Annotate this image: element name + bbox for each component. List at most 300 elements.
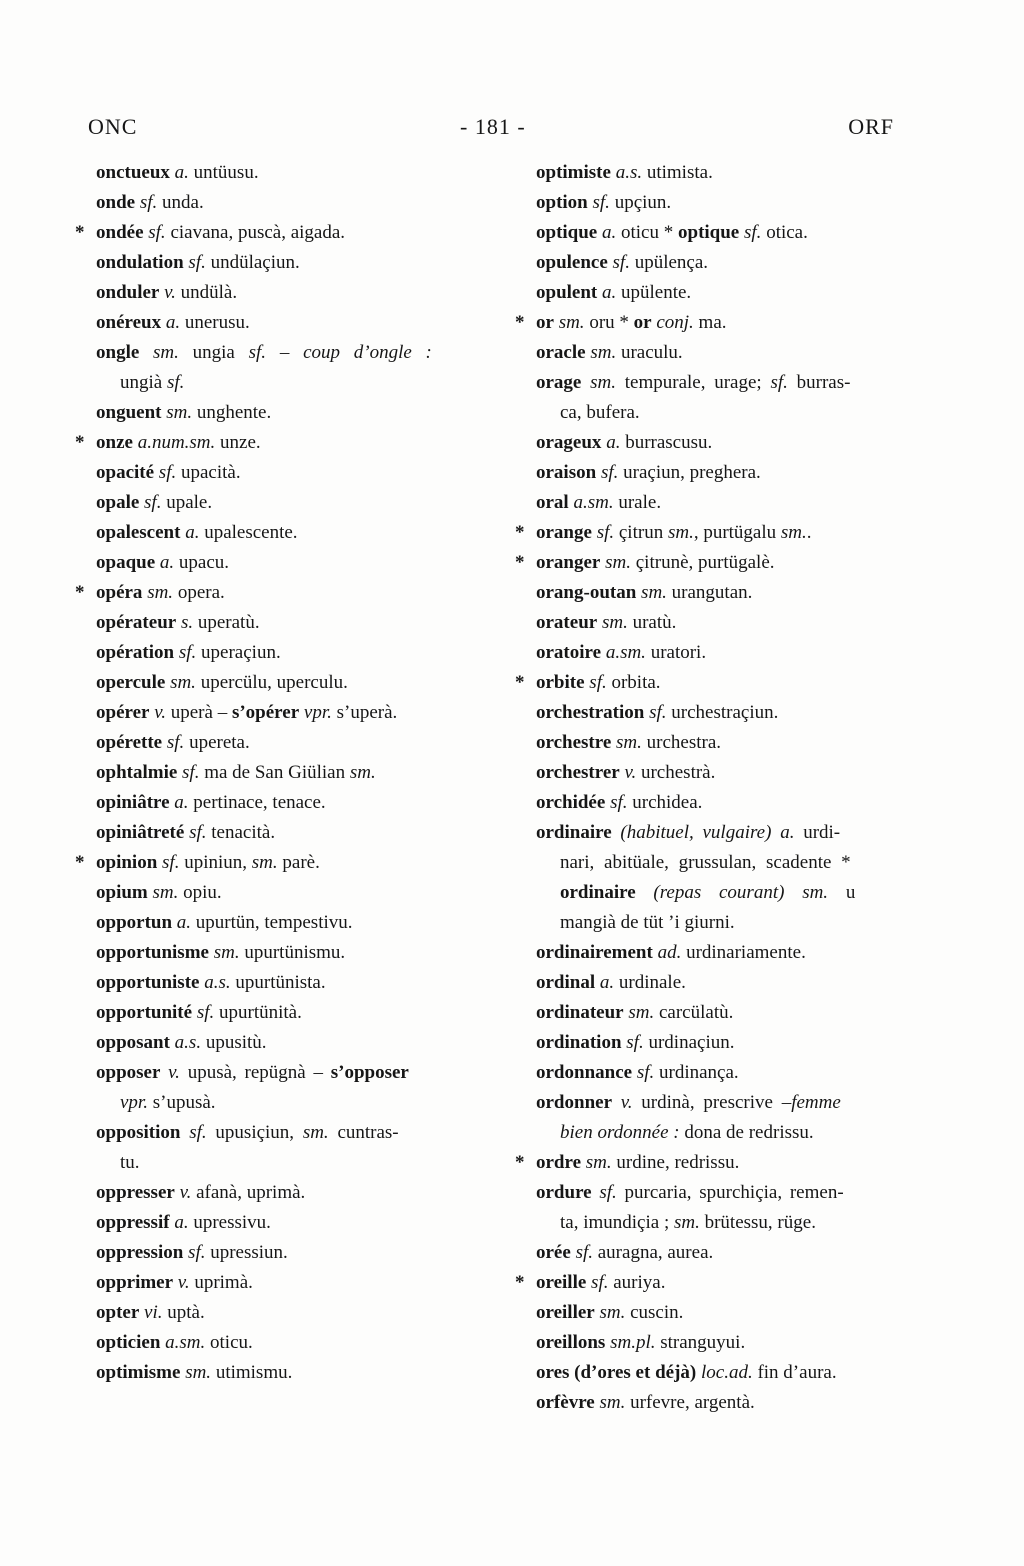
entry-headword: ondulation — [96, 252, 184, 273]
column-right — [502, 158, 946, 1418]
dictionary-entry — [96, 518, 502, 548]
grammar-label: loc.ad. — [696, 1362, 753, 1383]
dictionary-entry — [536, 338, 946, 368]
grammar-label: conj. — [651, 312, 694, 333]
entry-text: purcaria, spurchiçia, remen- — [616, 1182, 844, 1203]
grammar-label: a. — [595, 972, 615, 993]
grammar-label: sf. — [591, 1182, 617, 1203]
dictionary-entry — [536, 368, 946, 428]
entry-text: urfevre, argentà. — [625, 1392, 755, 1413]
entry-text: uratori. — [645, 642, 707, 663]
grammar-label: sf. — [183, 1242, 206, 1263]
entry-headword: ordinateur — [536, 1002, 624, 1023]
dictionary-entry — [96, 908, 502, 938]
entry-text: unze. — [215, 432, 261, 453]
entry-text: tenacità. — [206, 822, 276, 843]
entry-headword: optique — [536, 222, 598, 243]
entry-text: urale. — [613, 492, 662, 513]
entry-headword: opéra — [96, 582, 143, 603]
entry-headword: orang-outan — [536, 582, 637, 603]
grammar-label: sm. — [636, 582, 667, 603]
grammar-label: sf. — [607, 252, 630, 273]
grammar-label: bien ordonnée : — [560, 1122, 680, 1143]
grammar-label: sm. — [147, 882, 179, 903]
grammar-label: sm. — [139, 342, 179, 363]
entry-headword: onde — [96, 192, 136, 213]
dictionary-entry — [536, 788, 946, 818]
grammar-label: sm. — [553, 312, 585, 333]
grammar-label: sf. — [166, 372, 185, 393]
grammar-label: sm. — [600, 552, 631, 573]
entry-text: opiu. — [178, 882, 222, 903]
entry-text: unerusu. — [180, 312, 250, 333]
entry-headword: onduler — [96, 282, 160, 303]
homonym-star-icon: * — [515, 522, 525, 543]
grammar-label: a. — [771, 822, 795, 843]
dictionary-entry — [96, 278, 502, 308]
entry-text: auragna, aurea. — [593, 1242, 714, 1263]
entry-headword: oreiller — [536, 1302, 595, 1323]
entry-text: orbita. — [606, 672, 661, 693]
grammar-label: coup d’ongle : — [303, 342, 432, 363]
entry-headword: oraison — [536, 462, 597, 483]
header-word-left: ONC — [88, 114, 138, 139]
entry-text: pertinace, tenace. — [188, 792, 326, 813]
entry-headword: ordinairement — [536, 942, 653, 963]
entry-text: ciavana, puscà, aigada. — [165, 222, 346, 243]
dictionary-entry — [96, 1238, 502, 1268]
entry-headword: opposition — [96, 1122, 181, 1143]
dictionary-entry — [75, 428, 502, 458]
entry-text: untüusu. — [188, 162, 259, 183]
grammar-label: sf. — [621, 1032, 644, 1053]
grammar-label: sm. — [597, 612, 628, 633]
grammar-label: sm. — [623, 1002, 655, 1023]
dictionary-entry — [515, 1148, 946, 1178]
homonym-star-icon: * — [515, 1272, 525, 1293]
entry-text: afanà, uprimà. — [191, 1182, 306, 1203]
entry-text: tempurale, urage; — [616, 372, 771, 393]
entry-text: uperaçiun. — [196, 642, 281, 663]
page-number: - 181 - — [460, 114, 526, 139]
entry-text: . — [806, 522, 812, 543]
entry-text: upurtünità. — [214, 1002, 302, 1023]
grammar-label: a. — [597, 222, 617, 243]
dictionary-entry — [536, 1058, 946, 1088]
entry-headword: opposer — [96, 1062, 161, 1083]
grammar-label: sf. — [739, 222, 762, 243]
entry-headword: oral — [536, 492, 569, 513]
entry-text: stranguyui. — [655, 1332, 746, 1353]
dictionary-entry — [536, 1238, 946, 1268]
entry-text: ma de San Giülian — [199, 762, 350, 783]
dictionary-entry — [536, 488, 946, 518]
entry-text: burrascusu. — [620, 432, 713, 453]
entry-text: undülaçiun. — [205, 252, 300, 273]
entry-headword: orbite — [536, 672, 585, 693]
entry-text: urdinà, prescrive – — [632, 1092, 792, 1113]
entry-headword: opportuniste — [96, 972, 200, 993]
grammar-label: vpr. — [299, 702, 332, 723]
entry-text: upülente. — [616, 282, 692, 303]
dictionary-entry — [536, 758, 946, 788]
dictionary-entry — [96, 998, 502, 1028]
grammar-label: sf. — [180, 1122, 207, 1143]
entry-text: urchestraçiun. — [666, 702, 779, 723]
entry-headword: onctueux — [96, 162, 170, 183]
entry-headword: opiniâtreté — [96, 822, 185, 843]
text-columns — [62, 158, 946, 1418]
grammar-label: sm. — [581, 1152, 612, 1173]
grammar-label: sf. — [584, 672, 607, 693]
grammar-label: sm. — [611, 732, 642, 753]
entry-text: upusà, repügnà – — [179, 1062, 331, 1083]
dictionary-entry — [96, 248, 502, 278]
entry-text: upurtünismu. — [239, 942, 346, 963]
dictionary-entry — [96, 728, 502, 758]
dictionary-entry — [536, 578, 946, 608]
entry-headword: opalescent — [96, 522, 181, 543]
grammar-label: sf. — [154, 462, 177, 483]
entry-headword: optimiste — [536, 162, 611, 183]
grammar-label: sf. — [586, 1272, 609, 1293]
entry-headword: oppressif — [96, 1212, 170, 1233]
entry-text: tu. — [120, 1152, 140, 1173]
grammar-label: femme — [791, 1092, 841, 1113]
homonym-star-icon: * — [515, 552, 525, 573]
grammar-label: v. — [149, 702, 166, 723]
entry-headword: onguent — [96, 402, 162, 423]
entry-headword: oppresser — [96, 1182, 175, 1203]
grammar-label: sf. — [605, 792, 628, 813]
entry-text: s’opposer — [330, 1062, 409, 1083]
grammar-label: v. — [612, 1092, 633, 1113]
dictionary-entry — [536, 728, 946, 758]
grammar-label: sf. — [591, 522, 615, 543]
entry-text: ta, imundiçia ; — [560, 1212, 674, 1233]
entry-headword: opportunisme — [96, 942, 209, 963]
dictionary-entry — [536, 818, 946, 938]
grammar-label: sf. — [177, 762, 200, 783]
homonym-star-icon: * — [75, 852, 85, 873]
entry-headword: optimisme — [96, 1362, 181, 1383]
entry-headword: orée — [536, 1242, 571, 1263]
entry-text: oru * — [584, 312, 634, 333]
dictionary-entry — [536, 1178, 946, 1238]
entry-text: parè. — [277, 852, 320, 873]
entry-text: upusiçiun, — [206, 1122, 303, 1143]
grammar-label: a.num.sm. — [132, 432, 216, 453]
dictionary-entry — [515, 548, 946, 578]
dictionary-entry — [515, 1268, 946, 1298]
entry-text: nari, abitüale, grussulan, scadente * — [560, 852, 851, 873]
header-word-right: ORF — [848, 114, 894, 139]
column-left — [62, 158, 502, 1418]
homonym-star-icon: * — [75, 432, 85, 453]
entry-text: urdinale. — [614, 972, 686, 993]
entry-text: urdinariamente. — [681, 942, 806, 963]
entry-headword: opérette — [96, 732, 163, 753]
entry-text: u — [828, 882, 856, 903]
grammar-label: sf. — [632, 1062, 655, 1083]
entry-headword: oreillons — [536, 1332, 606, 1353]
entry-headword: opter — [96, 1302, 140, 1323]
grammar-label: sf. — [139, 492, 162, 513]
grammar-label: sm. — [784, 882, 829, 903]
dictionary-entry — [96, 188, 502, 218]
entry-headword: ophtalmie — [96, 762, 178, 783]
grammar-label: sm. — [142, 582, 174, 603]
entry-text: uraçiun, preghera. — [618, 462, 761, 483]
entry-headword: orateur — [536, 612, 598, 633]
entry-headword: opticien — [96, 1332, 161, 1353]
grammar-label: (habituel, vulgaire) — [611, 822, 772, 843]
grammar-label: sf. — [587, 192, 610, 213]
dictionary-entry — [536, 608, 946, 638]
grammar-label: sm. — [594, 1302, 626, 1323]
dictionary-entry — [536, 1328, 946, 1358]
entry-text: opera. — [173, 582, 225, 603]
grammar-label: sm. — [581, 372, 616, 393]
entry-text: oticu. — [205, 1332, 253, 1353]
grammar-label: v. — [619, 762, 637, 783]
entry-text: auriya. — [608, 1272, 666, 1293]
grammar-label: a.s. — [199, 972, 231, 993]
dictionary-entry — [536, 938, 946, 968]
entry-text: upurtünista. — [230, 972, 326, 993]
entry-text: s’uperà. — [331, 702, 398, 723]
dictionary-entry — [536, 218, 946, 248]
entry-text: , purtügalu — [693, 522, 781, 543]
entry-headword: onéreux — [96, 312, 162, 333]
dictionary-entry — [536, 458, 946, 488]
entry-headword: orchestrer — [536, 762, 620, 783]
entry-headword: oratoire — [536, 642, 602, 663]
dictionary-entry — [75, 578, 502, 608]
grammar-label: a. — [172, 912, 192, 933]
entry-text: uprimà. — [189, 1272, 253, 1293]
grammar-label: a.sm. — [160, 1332, 206, 1353]
grammar-label: v. — [173, 1272, 190, 1293]
dictionary-entry — [96, 158, 502, 188]
grammar-label: a. — [180, 522, 200, 543]
grammar-label: sf. — [596, 462, 619, 483]
entry-headword: orchidée — [536, 792, 606, 813]
grammar-label: sf. — [135, 192, 158, 213]
entry-text: upressiun. — [205, 1242, 288, 1263]
entry-headword: opération — [96, 642, 175, 663]
grammar-label: sm. — [667, 522, 694, 543]
grammar-label: sm. — [161, 402, 193, 423]
entry-text: urdi- — [794, 822, 841, 843]
entry-text: oticu * — [616, 222, 678, 243]
entry-text: ca, bufera. — [560, 402, 640, 423]
entry-text: burras- — [787, 372, 851, 393]
entry-text: upçiun. — [609, 192, 672, 213]
entry-text: ungia — [178, 342, 249, 363]
grammar-label: sf. — [157, 852, 180, 873]
dictionary-entry — [96, 338, 502, 398]
entry-headword: ordinaire — [536, 822, 612, 843]
entry-headword: opulent — [536, 282, 598, 303]
entry-headword: opercule — [96, 672, 166, 693]
dictionary-entry — [96, 548, 502, 578]
grammar-label: v. — [160, 1062, 180, 1083]
entry-text: upülença. — [629, 252, 709, 273]
dictionary-entry — [96, 788, 502, 818]
grammar-label: (repas courant) — [635, 882, 785, 903]
entry-text: urdine, redrissu. — [611, 1152, 740, 1173]
grammar-label: sm. — [302, 1122, 329, 1143]
grammar-label: sm. — [165, 672, 196, 693]
entry-text: urdinança. — [654, 1062, 739, 1083]
entry-text: uptà. — [162, 1302, 205, 1323]
homonym-star-icon: * — [75, 582, 85, 603]
entry-headword: opportunité — [96, 1002, 193, 1023]
grammar-label: sm. — [251, 852, 278, 873]
grammar-label: vpr. — [120, 1092, 148, 1113]
entry-headword: orageux — [536, 432, 602, 453]
grammar-label: a. — [155, 552, 175, 573]
entry-text: çitrun — [614, 522, 668, 543]
entry-text: carcülatù. — [654, 1002, 734, 1023]
dictionary-entry — [536, 638, 946, 668]
grammar-label: a. — [597, 282, 617, 303]
grammar-label: sf. — [174, 642, 197, 663]
dictionary-entry — [536, 248, 946, 278]
dictionary-entry — [536, 188, 946, 218]
entry-headword: orange — [536, 522, 592, 543]
entry-headword: onze — [96, 432, 133, 453]
grammar-label: sf. — [183, 252, 206, 273]
entry-text: urdinaçiun. — [643, 1032, 735, 1053]
entry-text: urangutan. — [666, 582, 753, 603]
entry-headword: opacité — [96, 462, 155, 483]
entry-text: urchestrà. — [636, 762, 716, 783]
grammar-label: a.sm. — [601, 642, 646, 663]
dictionary-entry — [96, 878, 502, 908]
grammar-label: sm. — [349, 762, 376, 783]
entry-headword: ordination — [536, 1032, 622, 1053]
dictionary-entry — [96, 488, 502, 518]
dictionary-entry — [536, 998, 946, 1028]
entry-text: utimismu. — [211, 1362, 293, 1383]
entry-text: uraculu. — [616, 342, 683, 363]
grammar-label: a.s. — [610, 162, 643, 183]
dictionary-entry — [536, 1358, 946, 1388]
dictionary-entry — [515, 518, 946, 548]
grammar-label: sm. — [594, 1392, 626, 1413]
entry-headword: orfèvre — [536, 1392, 595, 1413]
grammar-label: sm. — [585, 342, 617, 363]
entry-text: upalescente. — [199, 522, 298, 543]
grammar-label: sf. — [143, 222, 166, 243]
grammar-label: sm.pl. — [605, 1332, 656, 1353]
grammar-label: sm. — [208, 942, 240, 963]
entry-text: upressivu. — [188, 1212, 271, 1233]
grammar-label: a.sm. — [568, 492, 614, 513]
grammar-label: sf. — [570, 1242, 593, 1263]
grammar-label: a. — [601, 432, 621, 453]
entry-headword: opérateur — [96, 612, 177, 633]
dictionary-entry — [96, 938, 502, 968]
dictionary-entry — [75, 218, 502, 248]
dictionary-entry — [536, 428, 946, 458]
dictionary-entry — [96, 1358, 502, 1388]
dictionary-entry — [96, 698, 502, 728]
grammar-label: a. — [169, 792, 189, 813]
grammar-label: v. — [159, 282, 176, 303]
entry-text: otica. — [761, 222, 808, 243]
dictionary-entry — [536, 1298, 946, 1328]
dictionary-entry — [96, 458, 502, 488]
entry-text: s’opérer — [231, 702, 300, 723]
entry-text: fin d’aura. — [752, 1362, 837, 1383]
dictionary-entry — [515, 668, 946, 698]
dictionary-entry — [536, 1088, 946, 1148]
grammar-label: sm. — [780, 522, 807, 543]
dictionary-entry — [75, 848, 502, 878]
dictionary-entry — [96, 1208, 502, 1238]
dictionary-entry — [96, 1178, 502, 1208]
entry-text: ma. — [693, 312, 727, 333]
dictionary-entry — [536, 158, 946, 188]
dictionary-entry — [96, 638, 502, 668]
entry-text: upurtün, tempestivu. — [191, 912, 353, 933]
entry-headword: opale — [96, 492, 140, 513]
entry-headword: oreille — [536, 1272, 587, 1293]
homonym-star-icon: * — [515, 1152, 525, 1173]
entry-text: upereta. — [184, 732, 250, 753]
entry-headword: orage — [536, 372, 582, 393]
grammar-label: sf. — [770, 372, 788, 393]
grammar-label: a. — [169, 1212, 189, 1233]
dictionary-entry — [536, 278, 946, 308]
entry-text: unghente. — [192, 402, 272, 423]
grammar-label: sm. — [180, 1362, 212, 1383]
entry-text: upale. — [161, 492, 213, 513]
dictionary-entry — [515, 308, 946, 338]
entry-headword: ongle — [96, 342, 140, 363]
entry-headword: opinion — [96, 852, 158, 873]
entry-text: ordinaire — [560, 882, 636, 903]
dictionary-entry — [96, 608, 502, 638]
dictionary-entry — [96, 1058, 502, 1118]
page-header — [88, 114, 894, 140]
entry-headword: oranger — [536, 552, 601, 573]
entry-text: ungià — [120, 372, 167, 393]
dictionary-entry — [96, 308, 502, 338]
entry-text: upiniun, — [179, 852, 252, 873]
entry-text: dona de redrissu. — [679, 1122, 814, 1143]
entry-headword: opportun — [96, 912, 173, 933]
entry-text: cuscin. — [625, 1302, 684, 1323]
grammar-label: a. — [169, 162, 189, 183]
entry-headword: option — [536, 192, 588, 213]
dictionary-entry — [536, 1028, 946, 1058]
dictionary-entry — [96, 398, 502, 428]
entry-text: mangià de tüt ’i giurni. — [560, 912, 735, 933]
dictionary-entry — [96, 1298, 502, 1328]
homonym-star-icon: * — [75, 222, 85, 243]
entry-headword: opium — [96, 882, 148, 903]
dictionary-entry — [96, 1118, 502, 1178]
entry-headword: opposant — [96, 1032, 170, 1053]
entry-headword: ordre — [536, 1152, 582, 1173]
grammar-label: sf. — [192, 1002, 215, 1023]
entry-headword: opérer — [96, 702, 150, 723]
entry-headword: ordonnance — [536, 1062, 633, 1083]
